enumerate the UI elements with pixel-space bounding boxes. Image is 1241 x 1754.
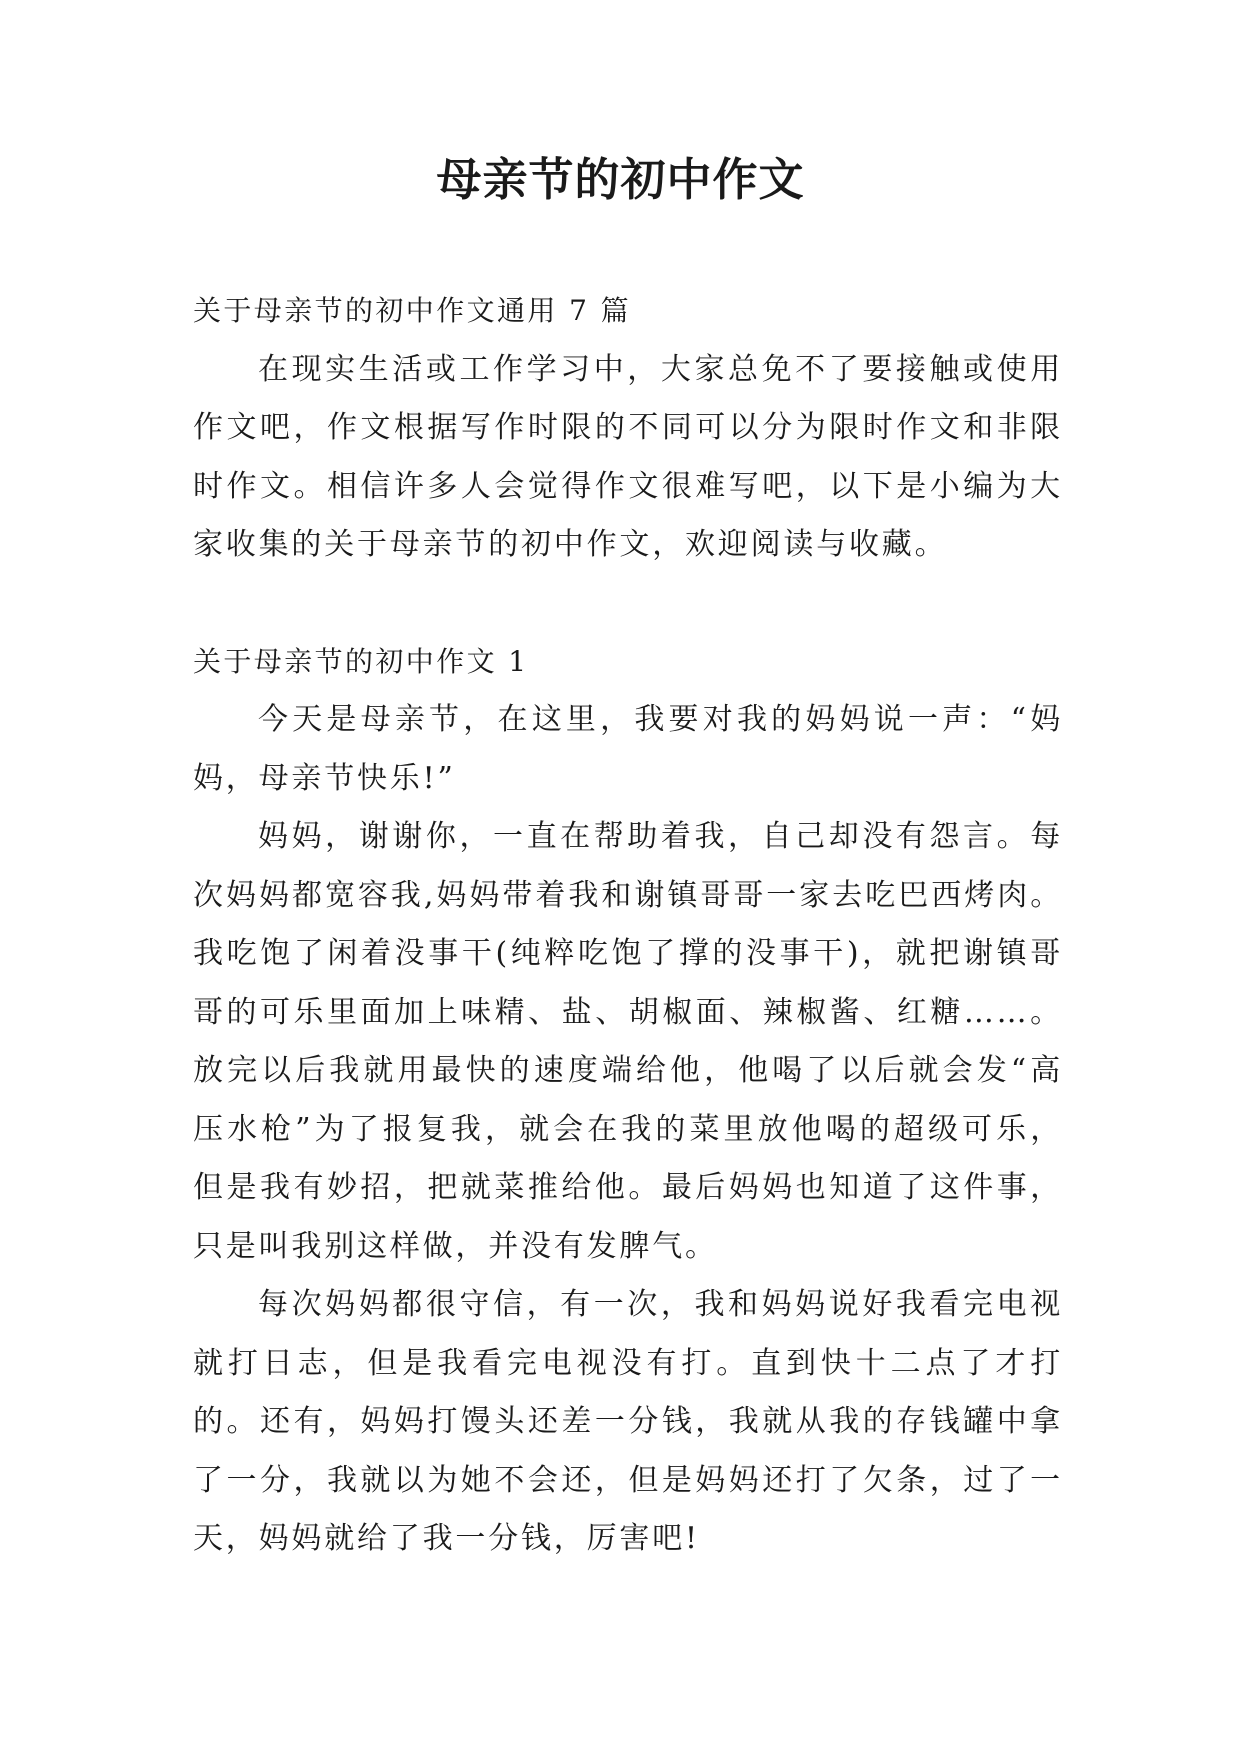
essay-1-paragraph: 今天是母亲节，在这里，我要对我的妈妈说一声：“妈妈，母亲节快乐!” (193, 702, 1063, 796)
document-title: 母亲节的初中作文 (436, 153, 805, 206)
section-spacer (193, 575, 1063, 633)
intro-heading: 关于母亲节的初中作文通用 7 篇 (193, 294, 632, 327)
document-body (193, 282, 1063, 1569)
essay-1-paragraph: 每次妈妈都很守信，有一次，我和妈妈说好我看完电视就打日志，但是我看完电视没有打。直到快十二点了才打的。还有，妈妈打馒头还差一分钱，我就从我的存钱罐中拿了一分，我就以为她不会还，但是妈妈还打了欠条，过了一天，妈妈就给了我一分钱，厉害吧! (193, 1287, 1063, 1556)
essay-1-heading: 关于母亲节的初中作文 1 (193, 644, 529, 678)
essay-1-paragraph: 妈妈，谢谢你，一直在帮助着我，自己却没有怨言。每次妈妈都宽容我,妈妈带着我和谢镇哥哥一家去吃巴西烤肉。我吃饱了闲着没事干(纯粹吃饱了撑的没事干)，就把谢镇哥哥的可乐里面加上味精、盐、胡椒面、辣椒酱、红糖……。放完以后我就用最快的速度端给他，他喝了以后就会发“高压水枪”为了报复我，就会在我的菜里放他喝的超级可乐，但是我有妙招，把就菜推给他。最后妈妈也知道了这件事，只是叫我别这样做，并没有发脾气。 (193, 819, 1063, 1264)
intro-paragraph: 在现实生活或工作学习中，大家总免不了要接触或使用作文吧，作文根据写作时限的不同可以分为限时作文和非限时作文。相信许多人会觉得作文很难写吧，以下是小编为大家收集的关于母亲节的初中作文，欢迎阅读与收藏。 (193, 351, 1063, 562)
